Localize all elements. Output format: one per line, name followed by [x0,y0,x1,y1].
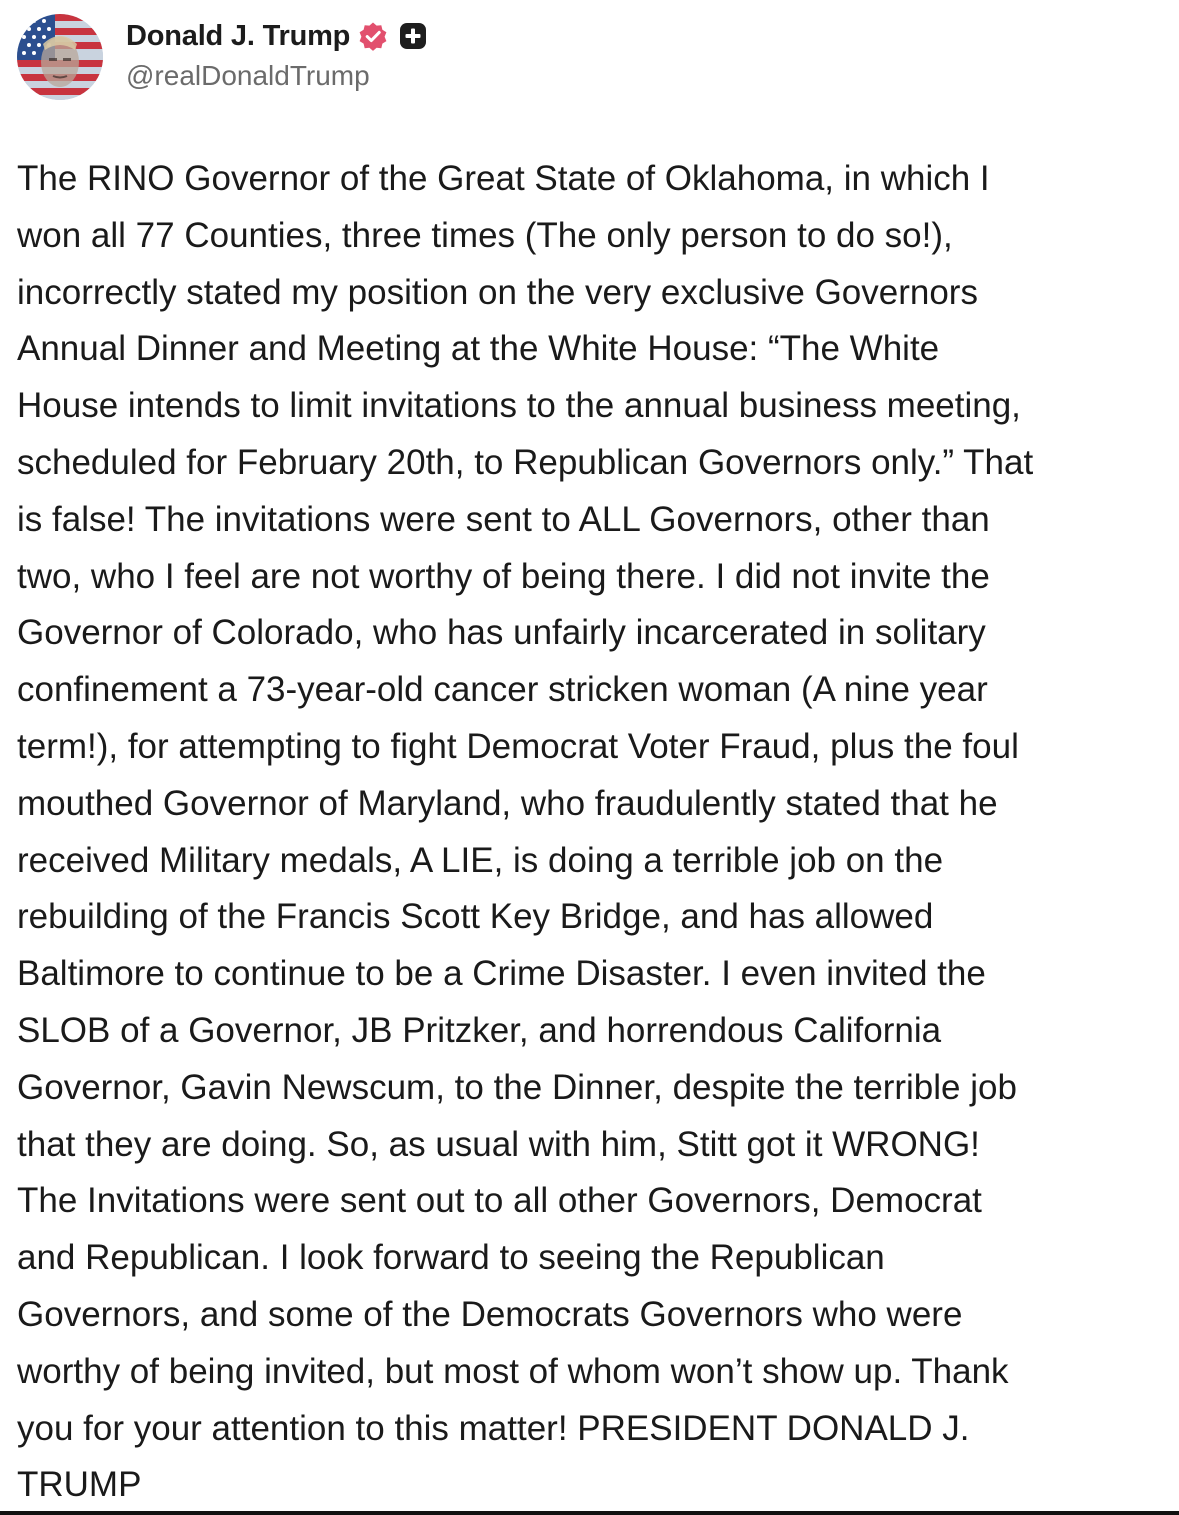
post-body-line: two, who I feel are not worthy of being there. I did not invite the [17,556,990,596]
post-body-line: Governor of Colorado, who has unfairly incarcerated in solitary [17,613,986,653]
post-body-line: Baltimore to continue to be a Crime Disaster. I even invited the [17,954,986,994]
author-identity [126,14,427,92]
avatar-flag-portrait-icon [17,14,103,100]
post-body-line: SLOB of a Governor, JB Pritzker, and horrendous California [17,1010,942,1050]
post-body-line: and Republican. I look forward to seeing the Republican [17,1238,885,1278]
post-body-line: TRUMP [17,1465,142,1505]
avatar[interactable] [17,14,103,100]
name-row [126,14,427,58]
post-body-line: Annual Dinner and Meeting at the White House: “The White [17,329,940,369]
post-body-line: The Invitations were sent out to all other Governors, Democrat [17,1181,982,1221]
bottom-divider [0,1511,1179,1515]
post-body-line: mouthed Governor of Maryland, who fraudulently stated that he [17,783,998,823]
display-name[interactable]: Donald J. Trump [126,19,351,52]
post-body-line: rebuilding of the Francis Scott Key Bridge, and has allowed [17,897,934,937]
post-body-line: The RINO Governor of the Great State of Oklahoma, in which I [17,159,990,198]
post-body-line: that they are doing. So, as usual with him, Stitt got it WRONG! [17,1124,980,1164]
post-body-line: House intends to limit invitations to the annual business meeting, [17,386,1021,426]
post-body [17,151,1167,1514]
post-body-line: Governor, Gavin Newscum, to the Dinner, despite the terrible job [17,1067,1017,1107]
post-body-line: received Military medals, A LIE, is doing a terrible job on the [17,840,944,880]
post-body-line: won all 77 Counties, three times (The only person to do so!), [17,215,953,255]
post-body-line: Governors, and some of the Democrats Governors who were [17,1294,963,1334]
post-body-line: incorrectly stated my position on the very exclusive Governors [17,272,978,312]
post-body-line: term!), for attempting to fight Democrat Voter Fraud, plus the foul [17,726,1019,766]
plus-badge-icon [399,22,427,50]
post-body-line: worthy of being invited, but most of whom won’t show up. Thank [17,1351,1009,1391]
post-header [17,14,427,104]
post-body-line: is false! The invitations were sent to ALL Governors, other than [17,499,990,539]
post-body-line: scheduled for February 20th, to Republican Governors only.” That [17,442,1034,482]
post-body-line: you for your attention to this matter! PRESIDENT DONALD J. [17,1408,970,1448]
author-handle[interactable]: @realDonaldTrump [126,60,370,91]
post-body-line: confinement a 73-year-old cancer stricken woman (A nine year [17,670,988,710]
verified-icon [358,21,388,51]
